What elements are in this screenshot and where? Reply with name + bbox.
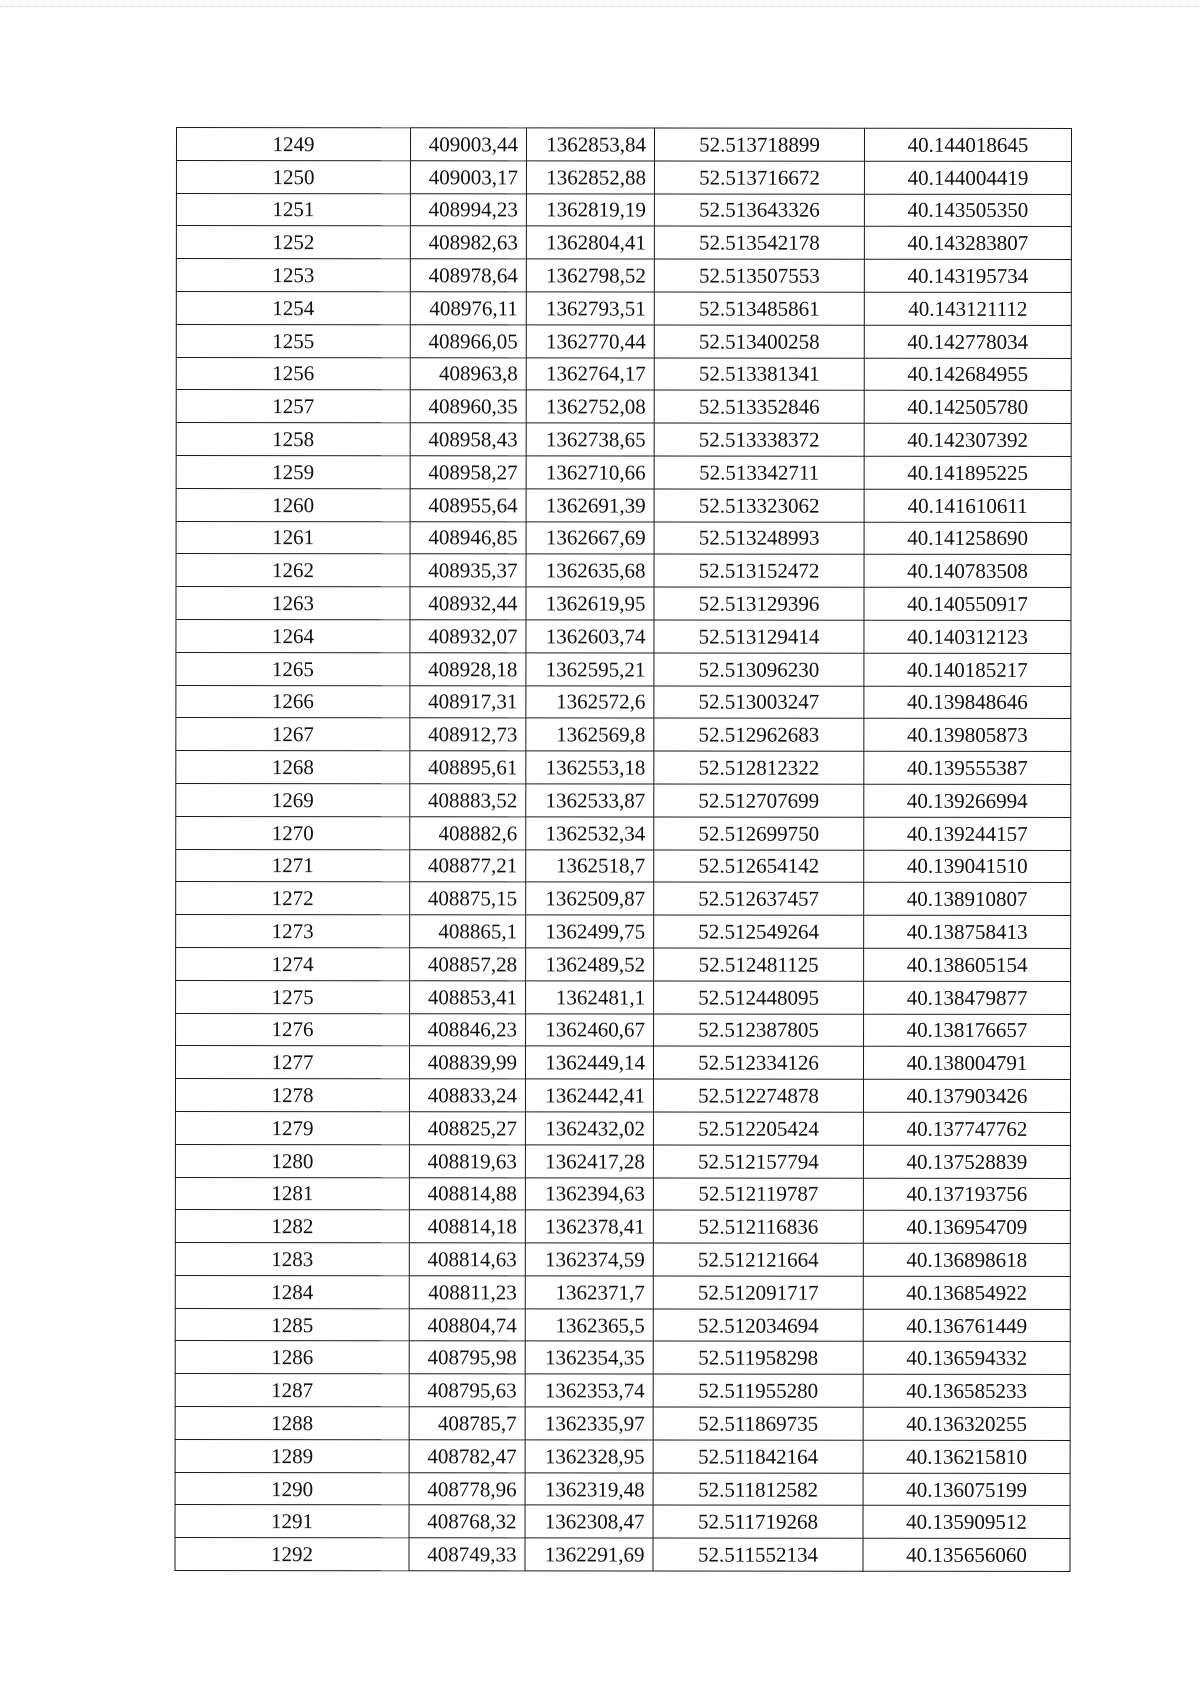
x-coordinate-cell: 408963,8 <box>410 357 526 390</box>
y-coordinate-cell: 1362374,59 <box>525 1243 653 1276</box>
longitude-cell: 40.136320255 <box>863 1407 1070 1440</box>
latitude-cell: 52.512274878 <box>653 1079 863 1112</box>
latitude-cell: 52.512699750 <box>654 817 864 850</box>
latitude-cell: 52.511552134 <box>653 1538 863 1571</box>
point-number-cell: 1287 <box>175 1374 409 1407</box>
latitude-cell: 52.512637457 <box>654 882 864 915</box>
y-coordinate-cell: 1362460,67 <box>526 1013 654 1046</box>
y-coordinate-cell: 1362738,65 <box>526 423 654 456</box>
table-row <box>176 160 1071 194</box>
y-coordinate-cell: 1362354,35 <box>525 1341 653 1374</box>
point-number-cell: 1268 <box>176 751 410 784</box>
longitude-cell: 40.138758413 <box>864 915 1071 948</box>
y-coordinate-cell: 1362417,28 <box>525 1145 653 1178</box>
table-row <box>175 1111 1070 1145</box>
table-row <box>176 718 1071 752</box>
point-number-cell: 1274 <box>176 947 410 980</box>
table-row <box>176 783 1071 817</box>
x-coordinate-cell: 408857,28 <box>410 948 526 981</box>
longitude-cell: 40.139244157 <box>864 817 1071 850</box>
latitude-cell: 52.511812582 <box>653 1473 863 1506</box>
x-coordinate-cell: 408883,52 <box>410 784 526 817</box>
table-row <box>175 1439 1070 1473</box>
table-row <box>176 128 1071 162</box>
y-coordinate-cell: 1362569,8 <box>526 718 654 751</box>
point-number-cell: 1277 <box>176 1046 410 1079</box>
longitude-cell: 40.137528839 <box>863 1145 1070 1178</box>
longitude-cell: 40.139555387 <box>864 751 1071 784</box>
y-coordinate-cell: 1362442,41 <box>525 1079 653 1112</box>
longitude-cell: 40.140550917 <box>864 587 1071 620</box>
table-row <box>176 947 1071 981</box>
y-coordinate-cell: 1362764,17 <box>526 357 654 390</box>
longitude-cell: 40.138479877 <box>864 981 1071 1014</box>
latitude-cell: 52.512034694 <box>653 1309 863 1342</box>
longitude-cell: 40.143121112 <box>864 292 1071 325</box>
point-number-cell: 1259 <box>176 455 410 488</box>
latitude-cell: 52.513129414 <box>654 620 864 653</box>
longitude-cell: 40.141610611 <box>864 489 1071 522</box>
point-number-cell: 1275 <box>176 980 410 1013</box>
x-coordinate-cell: 408932,07 <box>410 620 526 653</box>
point-number-cell: 1292 <box>175 1538 409 1571</box>
latitude-cell: 52.512116836 <box>653 1210 863 1243</box>
y-coordinate-cell: 1362804,41 <box>526 226 654 259</box>
y-coordinate-cell: 1362710,66 <box>526 456 654 489</box>
x-coordinate-cell: 408853,41 <box>410 980 526 1013</box>
latitude-cell: 52.513485861 <box>654 292 864 325</box>
point-number-cell: 1263 <box>176 587 410 620</box>
latitude-cell: 52.512121664 <box>653 1243 863 1276</box>
latitude-cell: 52.513248993 <box>654 522 864 555</box>
y-coordinate-cell: 1362533,87 <box>526 784 654 817</box>
latitude-cell: 52.512448095 <box>654 981 864 1014</box>
longitude-cell: 40.136075199 <box>863 1473 1070 1506</box>
y-coordinate-cell: 1362635,68 <box>526 554 654 587</box>
table-row <box>176 488 1071 522</box>
y-coordinate-cell: 1362518,7 <box>526 849 654 882</box>
table-row <box>175 1407 1070 1441</box>
latitude-cell: 52.512205424 <box>653 1112 863 1145</box>
table-row <box>176 980 1071 1014</box>
table-row <box>176 1013 1071 1047</box>
x-coordinate-cell: 408946,85 <box>410 521 526 554</box>
y-coordinate-cell: 1362853,84 <box>526 128 654 161</box>
x-coordinate-cell: 408958,43 <box>410 423 526 456</box>
x-coordinate-cell: 408819,63 <box>409 1144 525 1177</box>
x-coordinate-cell: 408795,63 <box>409 1374 525 1407</box>
point-number-cell: 1261 <box>176 521 410 554</box>
table-row <box>176 226 1071 260</box>
y-coordinate-cell: 1362365,5 <box>525 1309 653 1342</box>
longitude-cell: 40.136898618 <box>863 1243 1070 1276</box>
longitude-cell: 40.138176657 <box>864 1014 1071 1047</box>
y-coordinate-cell: 1362353,74 <box>525 1374 653 1407</box>
point-number-cell: 1281 <box>175 1177 409 1210</box>
latitude-cell: 52.511958298 <box>653 1341 863 1374</box>
table-row <box>175 1079 1070 1113</box>
point-number-cell: 1264 <box>176 619 410 652</box>
longitude-cell: 40.139848646 <box>864 686 1071 719</box>
x-coordinate-cell: 408804,74 <box>409 1308 525 1341</box>
latitude-cell: 52.512157794 <box>653 1145 863 1178</box>
latitude-cell: 52.511842164 <box>653 1440 863 1473</box>
x-coordinate-cell: 408814,18 <box>409 1210 525 1243</box>
table-row <box>176 652 1071 686</box>
longitude-cell: 40.139266994 <box>864 784 1071 817</box>
longitude-cell: 40.136594332 <box>863 1342 1070 1375</box>
point-number-cell: 1286 <box>175 1341 409 1374</box>
y-coordinate-cell: 1362691,39 <box>526 489 654 522</box>
latitude-cell: 52.512962683 <box>654 718 864 751</box>
x-coordinate-cell: 409003,44 <box>410 128 526 161</box>
table-row <box>175 1341 1070 1375</box>
point-number-cell: 1270 <box>176 816 410 849</box>
table-row <box>176 357 1071 391</box>
y-coordinate-cell: 1362619,95 <box>526 587 654 620</box>
point-number-cell: 1260 <box>176 488 410 521</box>
table-row <box>175 1505 1070 1539</box>
x-coordinate-cell: 408865,1 <box>410 915 526 948</box>
point-number-cell: 1266 <box>176 685 410 718</box>
x-coordinate-cell: 408982,63 <box>410 226 526 259</box>
latitude-cell: 52.513718899 <box>654 128 864 161</box>
longitude-cell: 40.136215810 <box>863 1440 1070 1473</box>
latitude-cell: 52.512119787 <box>653 1178 863 1211</box>
longitude-cell: 40.143283807 <box>864 227 1071 260</box>
table-row <box>176 259 1071 293</box>
x-coordinate-cell: 408978,64 <box>410 259 526 292</box>
latitude-cell: 52.513716672 <box>654 161 864 194</box>
longitude-cell: 40.136854922 <box>863 1276 1070 1309</box>
latitude-cell: 52.513129396 <box>654 587 864 620</box>
point-number-cell: 1273 <box>176 915 410 948</box>
latitude-cell: 52.512654142 <box>654 850 864 883</box>
x-coordinate-cell: 408976,11 <box>410 292 526 325</box>
x-coordinate-cell: 408917,31 <box>410 685 526 718</box>
table-row <box>176 751 1071 785</box>
coordinates-table <box>174 127 1072 1572</box>
x-coordinate-cell: 408814,88 <box>409 1177 525 1210</box>
longitude-cell: 40.135909512 <box>863 1506 1070 1539</box>
latitude-cell: 52.513352846 <box>654 390 864 423</box>
latitude-cell: 52.512387805 <box>654 1014 864 1047</box>
latitude-cell: 52.512549264 <box>654 915 864 948</box>
y-coordinate-cell: 1362481,1 <box>526 981 654 1014</box>
longitude-cell: 40.140783508 <box>864 555 1071 588</box>
y-coordinate-cell: 1362499,75 <box>526 915 654 948</box>
latitude-cell: 52.513152472 <box>654 554 864 587</box>
x-coordinate-cell: 408928,18 <box>410 652 526 685</box>
point-number-cell: 1282 <box>175 1210 409 1243</box>
x-coordinate-cell: 408877,21 <box>410 849 526 882</box>
longitude-cell: 40.142505780 <box>864 391 1071 424</box>
point-number-cell: 1278 <box>175 1079 409 1112</box>
coordinates-table-body <box>175 128 1072 1572</box>
x-coordinate-cell: 408778,96 <box>409 1472 525 1505</box>
x-coordinate-cell: 408833,24 <box>409 1079 525 1112</box>
point-number-cell: 1279 <box>175 1111 409 1144</box>
table-row <box>176 193 1071 227</box>
x-coordinate-cell: 408785,7 <box>409 1407 525 1440</box>
latitude-cell: 52.513338372 <box>654 423 864 456</box>
table-row <box>176 554 1071 588</box>
latitude-cell: 52.511869735 <box>653 1407 863 1440</box>
y-coordinate-cell: 1362595,21 <box>526 653 654 686</box>
point-number-cell: 1267 <box>176 718 410 751</box>
point-number-cell: 1258 <box>176 423 410 456</box>
table-row <box>176 1046 1071 1080</box>
y-coordinate-cell: 1362291,69 <box>525 1538 653 1571</box>
longitude-cell: 40.144018645 <box>864 128 1071 161</box>
table-row <box>176 915 1071 949</box>
y-coordinate-cell: 1362378,41 <box>525 1210 653 1243</box>
point-number-cell: 1272 <box>176 882 410 915</box>
point-number-cell: 1285 <box>175 1308 409 1341</box>
table-row <box>176 324 1071 358</box>
table-row <box>176 685 1071 719</box>
y-coordinate-cell: 1362432,02 <box>525 1112 653 1145</box>
latitude-cell: 52.513323062 <box>654 489 864 522</box>
x-coordinate-cell: 408811,23 <box>409 1276 525 1309</box>
table-row <box>176 882 1071 916</box>
longitude-cell: 40.136761449 <box>863 1309 1070 1342</box>
point-number-cell: 1251 <box>176 193 410 226</box>
point-number-cell: 1284 <box>175 1275 409 1308</box>
point-number-cell: 1265 <box>176 652 410 685</box>
point-number-cell: 1252 <box>176 226 410 259</box>
y-coordinate-cell: 1362449,14 <box>526 1046 654 1079</box>
longitude-cell: 40.140185217 <box>864 653 1071 686</box>
point-number-cell: 1269 <box>176 783 410 816</box>
x-coordinate-cell: 408749,33 <box>409 1538 525 1571</box>
point-number-cell: 1256 <box>176 357 410 390</box>
table-row <box>176 849 1071 883</box>
longitude-cell: 40.142778034 <box>864 325 1071 358</box>
x-coordinate-cell: 408935,37 <box>410 554 526 587</box>
y-coordinate-cell: 1362509,87 <box>526 882 654 915</box>
table-row <box>176 423 1071 457</box>
y-coordinate-cell: 1362572,6 <box>526 685 654 718</box>
x-coordinate-cell: 408839,99 <box>410 1046 526 1079</box>
y-coordinate-cell: 1362308,47 <box>525 1505 653 1538</box>
point-number-cell: 1254 <box>176 291 410 324</box>
table-row <box>176 816 1071 850</box>
x-coordinate-cell: 408912,73 <box>410 718 526 751</box>
table-row <box>176 619 1071 653</box>
x-coordinate-cell: 408955,64 <box>410 489 526 522</box>
point-number-cell: 1288 <box>175 1407 409 1440</box>
x-coordinate-cell: 408958,27 <box>410 456 526 489</box>
y-coordinate-cell: 1362752,08 <box>526 390 654 423</box>
table-row <box>176 291 1071 325</box>
table-row <box>176 390 1071 424</box>
point-number-cell: 1276 <box>176 1013 410 1046</box>
latitude-cell: 52.513643326 <box>654 194 864 227</box>
longitude-cell: 40.137193756 <box>863 1178 1070 1211</box>
latitude-cell: 52.512334126 <box>654 1046 864 1079</box>
longitude-cell: 40.141258690 <box>864 522 1071 555</box>
latitude-cell: 52.511719268 <box>653 1505 863 1538</box>
latitude-cell: 52.512481125 <box>654 948 864 981</box>
point-number-cell: 1290 <box>175 1472 409 1505</box>
x-coordinate-cell: 408768,32 <box>409 1505 525 1538</box>
y-coordinate-cell: 1362667,69 <box>526 521 654 554</box>
x-coordinate-cell: 408960,35 <box>410 390 526 423</box>
point-number-cell: 1291 <box>175 1505 409 1538</box>
longitude-cell: 40.141895225 <box>864 456 1071 489</box>
latitude-cell: 52.513096230 <box>654 653 864 686</box>
point-number-cell: 1289 <box>175 1439 409 1472</box>
y-coordinate-cell: 1362394,63 <box>525 1177 653 1210</box>
y-coordinate-cell: 1362319,48 <box>525 1473 653 1506</box>
longitude-cell: 40.139041510 <box>864 850 1071 883</box>
y-coordinate-cell: 1362603,74 <box>526 620 654 653</box>
point-number-cell: 1249 <box>176 128 410 161</box>
latitude-cell: 52.513342711 <box>654 456 864 489</box>
longitude-cell: 40.139805873 <box>864 719 1071 752</box>
longitude-cell: 40.143505350 <box>864 194 1071 227</box>
longitude-cell: 40.135656060 <box>863 1538 1070 1571</box>
longitude-cell: 40.138910807 <box>864 883 1071 916</box>
latitude-cell: 52.512812322 <box>654 751 864 784</box>
x-coordinate-cell: 408846,23 <box>410 1013 526 1046</box>
table-row <box>175 1144 1070 1178</box>
latitude-cell: 52.513381341 <box>654 358 864 391</box>
latitude-cell: 52.513507553 <box>654 259 864 292</box>
x-coordinate-cell: 408966,05 <box>410 325 526 358</box>
table-row <box>175 1308 1070 1342</box>
longitude-cell: 40.136585233 <box>863 1375 1070 1408</box>
longitude-cell: 40.142307392 <box>864 423 1071 456</box>
table-row <box>175 1472 1070 1506</box>
longitude-cell: 40.142684955 <box>864 358 1071 391</box>
latitude-cell: 52.511955280 <box>653 1374 863 1407</box>
x-coordinate-cell: 408882,6 <box>410 816 526 849</box>
x-coordinate-cell: 408932,44 <box>410 587 526 620</box>
longitude-cell: 40.137747762 <box>863 1112 1070 1145</box>
x-coordinate-cell: 408994,23 <box>410 193 526 226</box>
longitude-cell: 40.137903426 <box>863 1079 1070 1112</box>
y-coordinate-cell: 1362553,18 <box>526 751 654 784</box>
y-coordinate-cell: 1362852,88 <box>526 161 654 194</box>
table-row <box>175 1374 1070 1408</box>
latitude-cell: 52.513400258 <box>654 325 864 358</box>
y-coordinate-cell: 1362770,44 <box>526 325 654 358</box>
longitude-cell: 40.143195734 <box>864 259 1071 292</box>
longitude-cell: 40.136954709 <box>863 1211 1070 1244</box>
y-coordinate-cell: 1362328,95 <box>525 1440 653 1473</box>
latitude-cell: 52.513542178 <box>654 226 864 259</box>
longitude-cell: 40.138605154 <box>864 948 1071 981</box>
longitude-cell: 40.140312123 <box>864 620 1071 653</box>
x-coordinate-cell: 408814,63 <box>409 1243 525 1276</box>
longitude-cell: 40.138004791 <box>864 1047 1071 1080</box>
x-coordinate-cell: 409003,17 <box>410 161 526 194</box>
x-coordinate-cell: 408782,47 <box>409 1440 525 1473</box>
table-row <box>175 1243 1070 1277</box>
point-number-cell: 1253 <box>176 259 410 292</box>
point-number-cell: 1257 <box>176 390 410 423</box>
point-number-cell: 1255 <box>176 324 410 357</box>
latitude-cell: 52.513003247 <box>654 686 864 719</box>
y-coordinate-cell: 1362532,34 <box>526 817 654 850</box>
scan-top-edge <box>0 6 1200 7</box>
point-number-cell: 1250 <box>176 160 410 193</box>
point-number-cell: 1271 <box>176 849 410 882</box>
x-coordinate-cell: 408875,15 <box>410 882 526 915</box>
x-coordinate-cell: 408795,98 <box>409 1341 525 1374</box>
table-row <box>175 1275 1070 1309</box>
y-coordinate-cell: 1362793,51 <box>526 292 654 325</box>
y-coordinate-cell: 1362371,7 <box>525 1276 653 1309</box>
x-coordinate-cell: 408825,27 <box>409 1112 525 1145</box>
y-coordinate-cell: 1362798,52 <box>526 259 654 292</box>
y-coordinate-cell: 1362819,19 <box>526 193 654 226</box>
latitude-cell: 52.512091717 <box>653 1276 863 1309</box>
table-row <box>176 587 1071 621</box>
table-row <box>176 455 1071 489</box>
table-row <box>175 1538 1070 1572</box>
table-row <box>176 521 1071 555</box>
table-row <box>175 1177 1070 1211</box>
y-coordinate-cell: 1362489,52 <box>526 948 654 981</box>
latitude-cell: 52.512707699 <box>654 784 864 817</box>
point-number-cell: 1262 <box>176 554 410 587</box>
point-number-cell: 1283 <box>175 1243 409 1276</box>
longitude-cell: 40.144004419 <box>864 161 1071 194</box>
table-row <box>175 1210 1070 1244</box>
x-coordinate-cell: 408895,61 <box>410 751 526 784</box>
y-coordinate-cell: 1362335,97 <box>525 1407 653 1440</box>
point-number-cell: 1280 <box>175 1144 409 1177</box>
